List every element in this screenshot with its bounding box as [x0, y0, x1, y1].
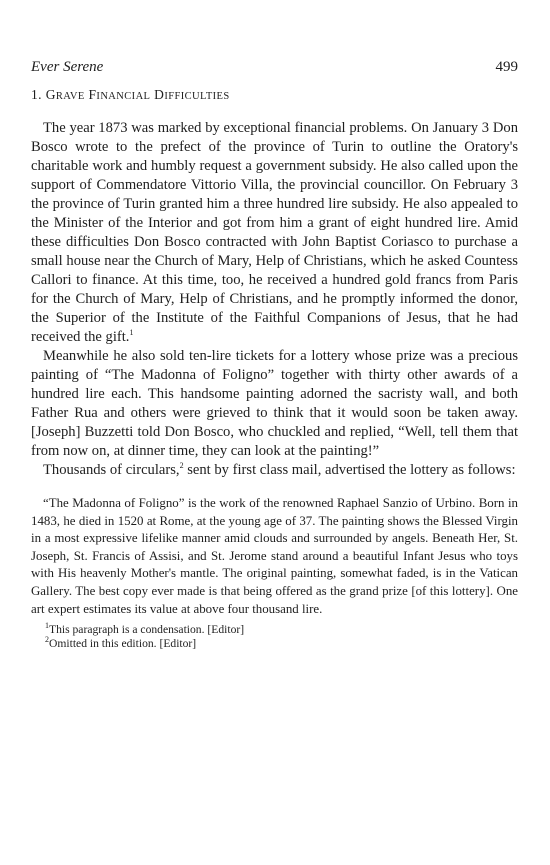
quote-text: “The Madonna of Foligno” is the work of the renowned Raphael Sanzio of Urbino. Born in 1483, he died in 1520 at Rome, at the young age of 37. The painting shows the Blessed Virgin in a most expressive lifelike manner amid clouds and surrounded by angels. Beneath Her, St. Joseph, St. Francis of Assisi, and St. Jerome stand around a beautiful Infant Jesus who toys with His heavenly Mother's mantle. The original painting, somewhat faded, is in the Vatican Gallery. The best copy ever made is that being offered as the grand prize [of this lottery]. One art expert estimates its value at above four thousand lire.	[31, 496, 518, 616]
body-text	[31, 119, 518, 480]
paragraph: Meanwhile he also sold ten-lire tickets for a lottery whose prize was a precious painting of “The Madonna of Foligno” together with thirty other awards of a hundred lire each. This handsome painting adorned the sacristy wall, and both Father Rua and others were grieved to think that it would soon be taken away. [Joseph] Buzzetti told Don Bosco, who chuckled and replied, “Well, tell them that from now on, at dinner time, they can look at the painting!”	[31, 348, 518, 459]
page-number: 499	[495, 59, 518, 75]
paragraph: The year 1873 was marked by exceptional financial problems. On January 3 Don Bosco wrote to the prefect of the province of Turin to outline the Oratory's charitable work and humbly request a government subsidy. He also called upon the support of Commendatore Vittorio Villa, the provincial councillor. On February 3 the province of Turin granted him a three hundred lire subsidy. He also appealed to the Minister of the Interior and got from him a grant of eight hundred lire. Amid these difficulties Don Bosco contracted with John Baptist Coriasco to purchase a small house near the Church of Mary, Help of Christians, which he asked Countess Callori to finance. At this time, too, he received a hundred gold francs from Paris for the Church of Mary, Help of Christians, and he promptly informed the donor, the Superior of the Institute of the Faithful Companions of Jesus, that he had received the gift.$^1$	[31, 120, 518, 345]
block-quote	[31, 495, 518, 618]
book-page	[31, 58, 518, 651]
footnote: $^1$This paragraph is a condensation. [Editor]	[45, 621, 245, 637]
paragraph: Thousands of circulars,$^2$ sent by first class mail, advertised the lottery as follows:	[43, 461, 516, 478]
footnote-mark: 1	[45, 621, 49, 631]
footnote-mark: 2	[45, 635, 49, 645]
footnote-ref: 1	[129, 328, 134, 338]
footnote: $^2$Omitted in this edition. [Editor]	[45, 635, 197, 651]
section-title: GRAVE FINANCIAL DIFFICULTIES	[45, 87, 230, 102]
footnotes	[31, 623, 518, 651]
section-number: 1.	[31, 87, 42, 102]
section-heading	[31, 86, 518, 106]
running-title: Ever Serene	[31, 59, 104, 75]
running-header	[31, 58, 518, 76]
footnote-ref: 2	[179, 461, 184, 471]
